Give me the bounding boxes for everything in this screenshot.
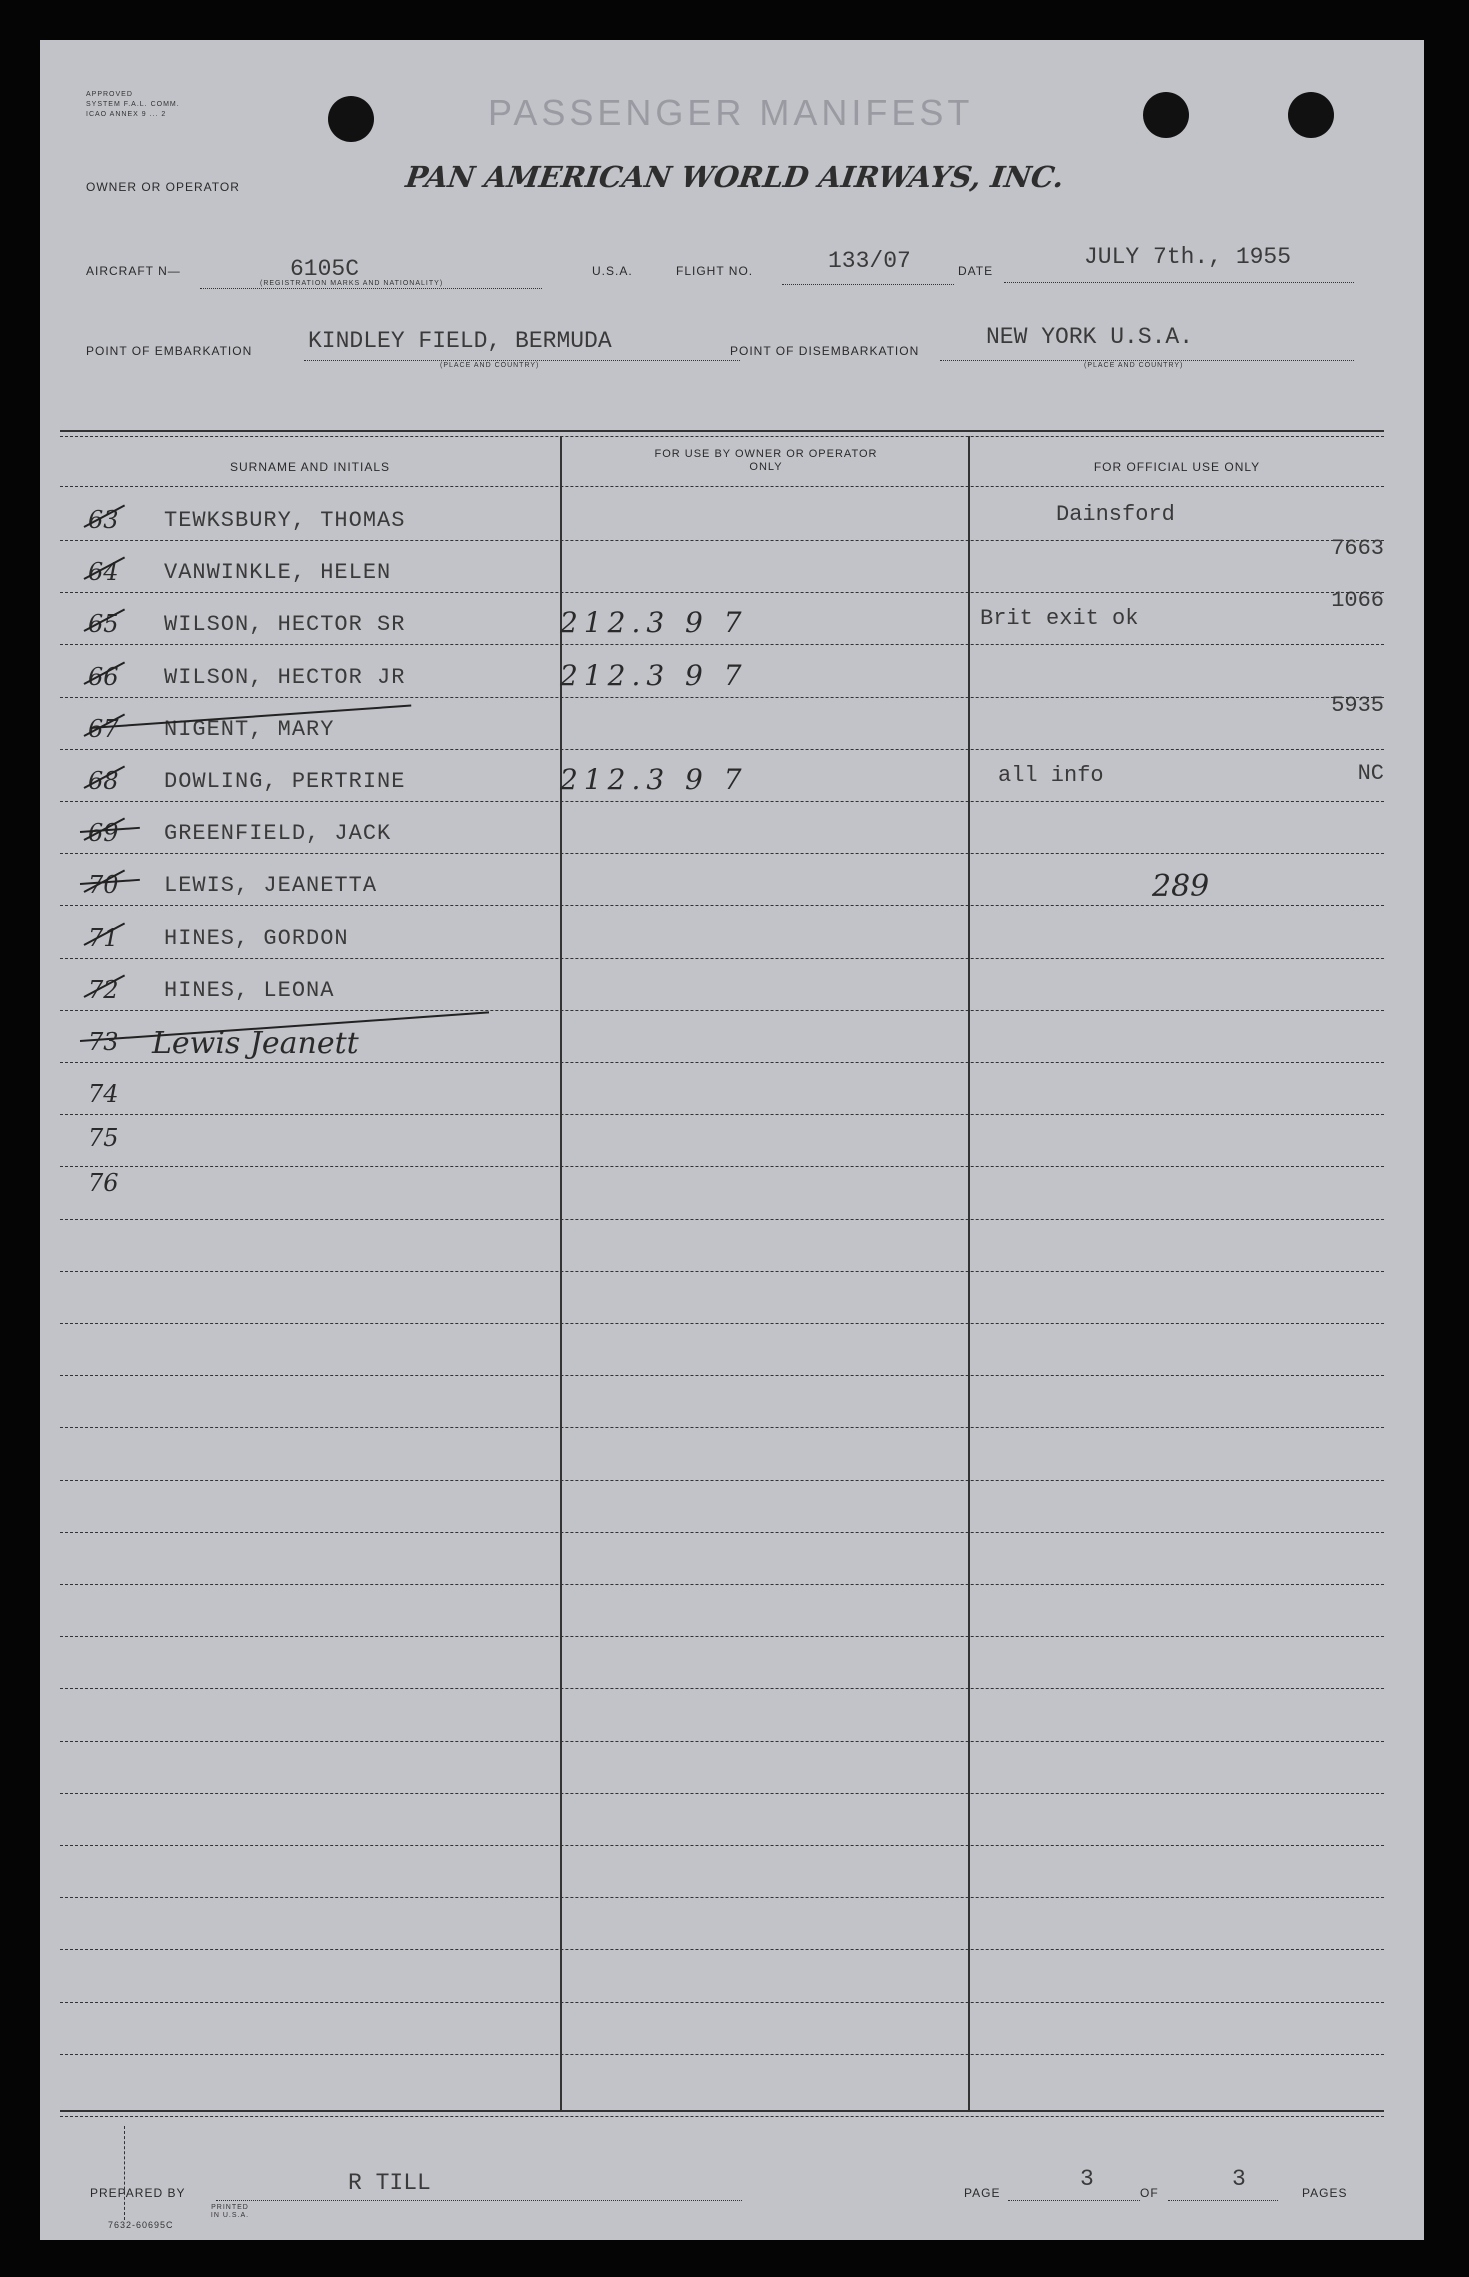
- of-field: [1168, 2164, 1278, 2201]
- embark-field: [304, 326, 740, 361]
- row-rule: [60, 958, 1384, 959]
- prepared-field: [216, 2168, 742, 2201]
- row-rule: [60, 1271, 1384, 1272]
- page-label: PAGE: [964, 2186, 1001, 2200]
- row-rule: [60, 697, 1384, 698]
- table-row: [40, 1163, 1424, 1203]
- table-top-rule: [60, 430, 1384, 432]
- table-row: [40, 865, 1424, 905]
- row-rule: [60, 801, 1384, 802]
- official-code: 1066: [1331, 588, 1384, 613]
- aircraft-value: 6105C: [290, 256, 360, 282]
- owner-label: OWNER OR OPERATOR: [86, 180, 240, 194]
- table-row: [40, 693, 1424, 749]
- row-rule: [60, 1636, 1384, 1637]
- row-rule: [60, 1793, 1384, 1794]
- table-top-rule-2: [60, 436, 1384, 437]
- page-field: [1008, 2164, 1140, 2201]
- manifest-sheet: [40, 40, 1424, 2240]
- row-number: 71: [88, 924, 119, 952]
- row-rule: [60, 1114, 1384, 1115]
- disembark-caption: (PLACE AND COUNTRY): [1084, 362, 1184, 369]
- row-rule: [60, 749, 1384, 750]
- row-rule: [60, 1219, 1384, 1220]
- of-value: 3: [1232, 2166, 1246, 2192]
- flight-value: 133/07: [828, 248, 911, 274]
- official-code: 7663: [1331, 536, 1384, 561]
- row-rule: [60, 905, 1384, 906]
- table-row: [40, 500, 1424, 540]
- approved-line-1: APPROVED: [86, 91, 133, 98]
- prepared-label: PREPARED BY: [90, 2186, 186, 2200]
- row-rule: [60, 540, 1384, 541]
- table-row: [40, 761, 1424, 801]
- passenger-name: VANWINKLE, HELEN: [164, 560, 392, 585]
- disembark-field: [940, 326, 1354, 361]
- aircraft-caption: (REGISTRATION MARKS AND NATIONALITY): [260, 280, 444, 287]
- official-note: 289: [1152, 869, 1210, 904]
- table-row: [40, 657, 1424, 697]
- approved-line-2: SYSTEM F.A.L. COMM.: [86, 101, 180, 108]
- row-rule: [60, 1532, 1384, 1533]
- table-row: [40, 1118, 1424, 1158]
- owner-code: 212.3 9 7: [560, 606, 748, 639]
- header-bottom-rule: [60, 486, 1384, 487]
- col3-header: FOR OFFICIAL USE ONLY: [1093, 460, 1261, 474]
- row-rule: [60, 1949, 1384, 1950]
- owner-code: 212.3 9 7: [560, 659, 748, 692]
- official-note: Dainsford: [1056, 502, 1175, 527]
- row-rule: [60, 853, 1384, 854]
- official-note: Brit exit ok: [980, 606, 1139, 631]
- row-number: 75: [88, 1124, 119, 1152]
- usa-label: U.S.A.: [592, 264, 633, 278]
- row-number: 74: [88, 1080, 119, 1108]
- disembark-label: POINT OF DISEMBARKATION: [730, 344, 920, 358]
- passenger-name: WILSON, HECTOR JR: [164, 665, 406, 690]
- passenger-name: HINES, LEONA: [164, 978, 335, 1003]
- of-label: OF: [1140, 2186, 1159, 2200]
- punch-hole-right-1: [1143, 92, 1189, 138]
- pages-label: PAGES: [1302, 2186, 1348, 2200]
- passenger-name: TEWKSBURY, THOMAS: [164, 508, 406, 533]
- table-row: [40, 536, 1424, 592]
- form-number: 7632-60695C: [108, 2220, 174, 2230]
- passenger-name: HINES, GORDON: [164, 926, 349, 951]
- embark-value: KINDLEY FIELD, BERMUDA: [308, 328, 612, 354]
- row-rule: [60, 644, 1384, 645]
- date-field: [1004, 242, 1354, 283]
- passenger-name: NIGENT, MARY: [164, 717, 335, 742]
- table-row: [40, 1074, 1424, 1114]
- row-rule: [60, 1741, 1384, 1742]
- row-rule: [60, 1688, 1384, 1689]
- row-number: 72: [88, 976, 119, 1004]
- row-rule: [60, 1897, 1384, 1898]
- row-number: 68: [88, 767, 119, 795]
- passenger-name: LEWIS, JEANETTA: [164, 873, 378, 898]
- form-title: PASSENGER MANIFEST: [488, 92, 974, 133]
- embark-label: POINT OF EMBARKATION: [86, 344, 253, 358]
- row-rule: [60, 1845, 1384, 1846]
- punch-hole-left: [328, 96, 374, 142]
- passenger-name: Lewis Jeanett: [152, 1026, 359, 1061]
- row-number: 69: [88, 819, 119, 847]
- table-row: [40, 918, 1424, 958]
- date-label: DATE: [958, 264, 994, 278]
- row-number: 64: [88, 558, 119, 586]
- row-rule: [60, 1062, 1384, 1063]
- official-note: all info: [998, 763, 1104, 788]
- row-number: 70: [88, 871, 119, 899]
- col2-header: FOR USE BY OWNER OR OPERATOR ONLY: [654, 448, 878, 473]
- owner-code: 212.3 9 7: [560, 763, 748, 796]
- col1-header: SURNAME AND INITIALS: [229, 460, 391, 474]
- punch-hole-right-2: [1288, 92, 1334, 138]
- passenger-name: DOWLING, PERTRINE: [164, 769, 406, 794]
- passenger-name: GREENFIELD, JACK: [164, 821, 392, 846]
- row-rule: [60, 1480, 1384, 1481]
- approved-stamp: [86, 90, 180, 120]
- row-rule: [60, 1323, 1384, 1324]
- flight-label: FLIGHT NO.: [676, 264, 754, 278]
- flight-field: [782, 246, 954, 285]
- disembark-value: NEW YORK U.S.A.: [986, 324, 1194, 350]
- row-number: 73: [88, 1028, 119, 1056]
- row-number: 65: [88, 610, 119, 638]
- row-number: 66: [88, 663, 119, 691]
- row-rule: [60, 592, 1384, 593]
- aircraft-label: AIRCRAFT N—: [86, 264, 181, 278]
- page-value: 3: [1080, 2166, 1094, 2192]
- official-code: 5935: [1331, 693, 1384, 718]
- row-number: 63: [88, 506, 119, 534]
- official-code: NC: [1357, 761, 1384, 786]
- table-row: [40, 813, 1424, 853]
- passenger-name: WILSON, HECTOR SR: [164, 612, 406, 637]
- printed-label: PRINTED IN U.S.A.: [210, 2204, 250, 2219]
- table-row: [40, 970, 1424, 1010]
- footer-left-tick: [124, 2126, 125, 2220]
- prepared-value: R TILL: [348, 2170, 431, 2196]
- operator-name: PAN AMERICAN WORLD AIRWAYS, INC.: [403, 160, 1067, 194]
- embark-caption: (PLACE AND COUNTRY): [440, 362, 540, 369]
- table-row: [40, 1022, 1424, 1062]
- row-rule: [60, 2054, 1384, 2055]
- row-rule: [60, 1010, 1384, 1011]
- row-rule: [60, 1375, 1384, 1376]
- table-row: [40, 588, 1424, 644]
- row-rule: [60, 2002, 1384, 2003]
- row-rule: [60, 1584, 1384, 1585]
- table-bottom-rule-2: [60, 2116, 1384, 2117]
- row-number: 76: [88, 1169, 119, 1197]
- approved-line-3: ICAO ANNEX 9 ... 2: [86, 111, 167, 118]
- date-value: JULY 7th., 1955: [1084, 244, 1292, 270]
- row-number: 67: [88, 715, 119, 743]
- row-rule: [60, 1427, 1384, 1428]
- table-bottom-rule: [60, 2110, 1384, 2112]
